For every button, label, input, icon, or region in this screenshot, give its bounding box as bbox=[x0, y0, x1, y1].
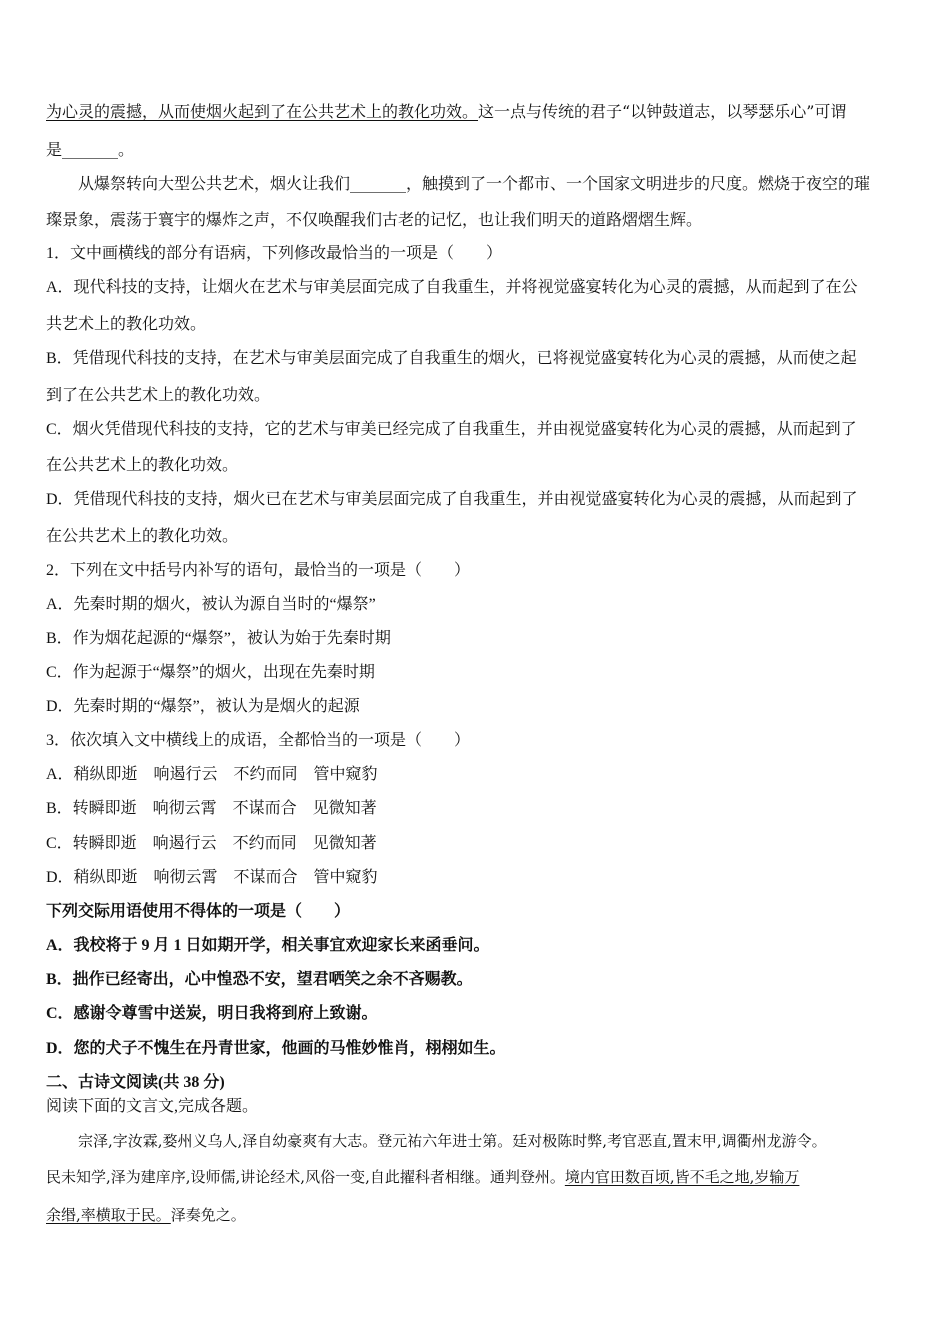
question-1-option-d-cont: 在公共艺术上的教化功效。 bbox=[46, 528, 239, 545]
question-1-option-c: C．烟火凭借现代科技的支持，它的艺术与审美已经完成了自我重生，并由视觉盛宴转化为心灵的震撼，从而起到了 bbox=[46, 421, 857, 438]
question-1-stem: 1．文中画横线的部分有语病，下列修改最恰当的一项是（ ） bbox=[46, 245, 503, 262]
classical-text-line-3 bbox=[46, 1205, 246, 1225]
passage-line-3: 从爆祭转向大型公共艺术，烟火让我们_______，触摸到了一个都市、一个国家文明进步的尺度。燃烧于夜空的璀 bbox=[78, 174, 871, 193]
question-1-option-b: B．凭借现代科技的支持，在艺术与审美层面完成了自我重生的烟火，已将视觉盛宴转化为心灵的震撼，从而使之起 bbox=[46, 350, 857, 367]
question-3-stem: 3．依次填入文中横线上的成语，全都恰当的一项是（ ） bbox=[46, 732, 471, 749]
classical-text: 泽奏免之。 bbox=[170, 1206, 246, 1224]
question-2-option-b: B．作为烟花起源的“爆祭”，被认为始于先秦时期 bbox=[46, 630, 391, 647]
question-3-option-b: B．转瞬即逝 响彻云霄 不谋而合 见微知著 bbox=[46, 800, 377, 817]
question-1-option-a: A．现代科技的支持，让烟火在艺术与审美层面完成了自我重生，并将视觉盛宴转化为心灵的震撼，从而起到了在公 bbox=[46, 279, 858, 296]
passage-line-4: 璨景象，震荡于寰宇的爆炸之声，不仅唤醒我们古老的记忆，也让我们明天的道路熠熠生辉。 bbox=[46, 210, 703, 229]
passage-text: 这一点与传统的君子“以钟鼓道志，以琴瑟乐心”可谓 bbox=[478, 102, 847, 121]
question-1-option-d: D．凭借现代科技的支持，烟火已在艺术与审美层面完成了自我重生，并由视觉盛宴转化为心灵的震撼，从而起到了 bbox=[46, 491, 858, 508]
underlined-sentence: 境内官田数百顷,皆不毛之地,岁输万 bbox=[564, 1168, 800, 1186]
question-1-option-a-cont: 共艺术上的教化功效。 bbox=[46, 316, 207, 333]
section-heading: 二、古诗文阅读(共 38 分) bbox=[46, 1074, 225, 1091]
question-1-option-c-cont: 在公共艺术上的教化功效。 bbox=[46, 457, 239, 474]
question-2-stem: 2．下列在文中括号内补写的语句，最恰当的一项是（ ） bbox=[46, 562, 471, 579]
classical-text-line-1: 宗泽,字汝霖,婺州义乌人,泽自幼豪爽有大志。登元祐六年进士第。廷对极陈时弊,考官恶直,置末甲,调衢州龙游令。 bbox=[78, 1132, 827, 1150]
passage-line-2: 是_______。 bbox=[46, 140, 135, 159]
underlined-sentence: 余缗,率横取于民。 bbox=[46, 1206, 171, 1224]
question-4-option-c: C．感谢令尊雪中送炭，明日我将到府上致谢。 bbox=[46, 1005, 378, 1022]
question-3-option-c: C．转瞬即逝 响遏行云 不约而同 见微知著 bbox=[46, 835, 377, 852]
question-1-option-b-cont: 到了在公共艺术上的教化功效。 bbox=[46, 387, 271, 404]
question-4-option-a: A．我校将于 9 月 1 日如期开学，相关事宜欢迎家长来函垂问。 bbox=[46, 937, 490, 954]
question-4-option-d: D．您的犬子不愧生在丹青世家，他画的马惟妙惟肖，栩栩如生。 bbox=[46, 1040, 506, 1057]
classical-text-line-2 bbox=[46, 1167, 799, 1187]
question-3-option-d: D．稍纵即逝 响彻云霄 不谋而合 管中窥豹 bbox=[46, 869, 378, 886]
section-instruction: 阅读下面的文言文,完成各题。 bbox=[46, 1098, 259, 1115]
question-2-option-d: D．先秦时期的“爆祭”，被认为是烟火的起源 bbox=[46, 698, 360, 715]
underlined-sentence: 为心灵的震撼，从而使烟火起到了在公共艺术上的教化功效。 bbox=[46, 102, 479, 121]
question-3-option-a: A．稍纵即逝 响遏行云 不约而同 管中窥豹 bbox=[46, 766, 378, 783]
classical-text: 民未知学,泽为建庠序,设师儒,讲论经术,风俗一变,自此擢科者相继。通判登州。 bbox=[46, 1168, 565, 1186]
question-2-option-c: C．作为起源于“爆祭”的烟火，出现在先秦时期 bbox=[46, 664, 375, 681]
question-2-option-a: A．先秦时期的烟火，被认为源自当时的“爆祭” bbox=[46, 596, 376, 613]
question-4-stem: 下列交际用语使用不得体的一项是（ ） bbox=[46, 903, 351, 920]
question-4-option-b: B．拙作已经寄出，心中惶恐不安，望君哂笑之余不吝赐教。 bbox=[46, 971, 473, 988]
passage-line-1 bbox=[46, 102, 846, 122]
